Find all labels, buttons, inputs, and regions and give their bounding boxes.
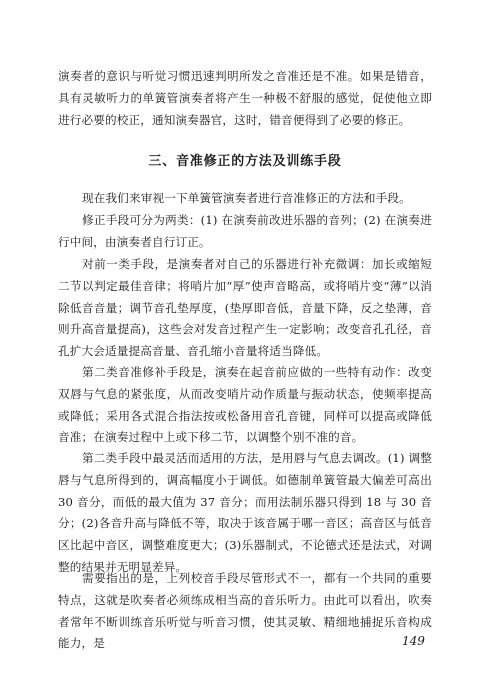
- page-number: 149: [402, 634, 425, 648]
- paragraph-lip-breath: 第二类手段中最灵活而适用的方法，是用唇与气息去调改。(1) 调整唇与气息所得到的，调高幅度小于调低。如德制单簧管最大偏差可高出 30 音分，而低的最大值为 37 音分；而用法制乐器只得到 18 与 30 音分；(2)各音升高与降低不等，取决于该音属于哪一音区；高音区与低音区比起中音区，调整难度更大；(3)乐器制式，不论德式还是法式，对调整的结果并无明显差异。: [58, 451, 432, 574]
- section-heading: 三、音准修正的方法及训练手段: [148, 154, 342, 169]
- paragraph-intro: 现在我们来审视一下单簧管演奏者进行音准修正的方法和手段。: [82, 191, 411, 205]
- paragraph-conclusion: 需要指出的是，上列校音手段尽管形式不一，都有一个共同的重要特点，这就是吹奏者必须练成相当高的音乐听力。由此可以看出，吹奏者常年不断训练音乐听觉与听音习惯，使其灵敏、精细地捕捉乐音构成能力，是: [58, 571, 432, 651]
- paragraph-continuation: 演奏者的意识与听觉习惯迅速判明所发之音准还是不准。如果是错音，具有灵敏听力的单簧管演奏者将产生一种极不舒服的感觉，促使他立即进行必要的校正，通知演奏器官，这时，错音便得到了必要的修正。: [58, 69, 432, 127]
- paragraph-second-category: 第二类音准修补手段是，演奏在起音前应做的一些特有动作：改变双唇与气息的紧张度，从而改变哨片动作质量与振动状态，使频率提高或降低；采用各式混合指法按或松备用音孔音键，同样可以提高或降低音准；在演奏过程中上或下移二节，以调整个别不准的音。: [58, 365, 432, 445]
- paragraph-first-category: 对前一类手段，是演奏者对自己的乐器进行补充微调：加长或缩短二节以判定最佳音律；将哨片加“厚”使声音略高，或将哨片变“薄”以消除低音音量；调节音孔垫厚度，(垫厚即音低，音量下降，反之垫薄，音则升高音量提高)，这些会对发音过程产生一定影响；改变音孔孔径，音孔扩大会适量提高音量、音孔缩小音量将适当降低。: [58, 257, 432, 359]
- paragraph-categories: 修正手段可分为两类：(1) 在演奏前改进乐器的音列；(2) 在演奏进行中间，由演奏者自行订正。: [58, 213, 432, 249]
